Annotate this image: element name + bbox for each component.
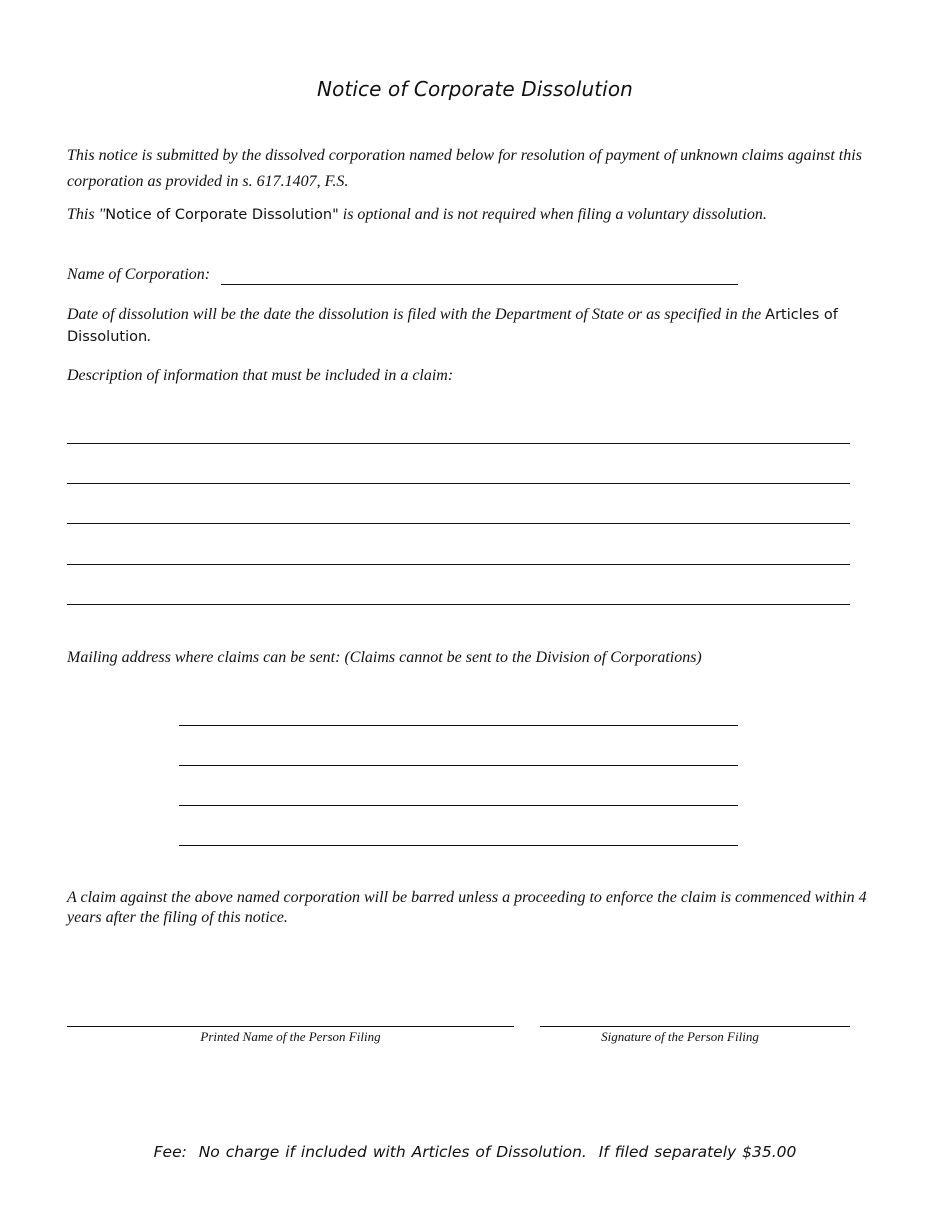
- mailing-address-line[interactable]: [179, 725, 738, 726]
- claim-description-line[interactable]: [67, 604, 850, 605]
- mailing-address-line[interactable]: [179, 845, 738, 846]
- claim-description-line[interactable]: [67, 564, 850, 565]
- document-title: Notice of Corporate Dissolution: [317, 77, 633, 101]
- mailing-address-line[interactable]: [179, 765, 738, 766]
- claim-description-label: Description of information that must be included in a claim:: [67, 367, 454, 384]
- mailing-address-line[interactable]: [179, 805, 738, 806]
- optional-note-prefix: This ": [67, 206, 106, 223]
- articles-of-dissolution-name: Articles of Dissolution: [67, 307, 838, 345]
- signature-caption: Signature of the Person Filing: [601, 1029, 759, 1044]
- dissolution-date-note: [67, 304, 867, 348]
- printed-name-caption: Printed Name of the Person Filing: [200, 1029, 381, 1044]
- optional-note: [67, 204, 887, 226]
- printed-name-field[interactable]: [67, 1026, 514, 1027]
- claim-description-line[interactable]: [67, 443, 850, 444]
- name-of-corporation-label: Name of Corporation:: [67, 266, 211, 283]
- optional-note-form-name: Notice of Corporate Dissolution": [105, 207, 339, 223]
- optional-note-suffix: is optional and is not required when filing a voluntary dissolution.: [338, 206, 767, 223]
- dissolution-date-end: .: [147, 328, 152, 345]
- signature-field[interactable]: [540, 1026, 850, 1027]
- dissolution-date-text: Date of dissolution will be the date the dissolution is filed with the Department of State or as specified in the: [67, 306, 766, 323]
- barred-claim-notice: A claim against the above named corporation will be barred unless a proceeding to enforce the claim is commenced within 4 years after the filing of this notice.: [67, 889, 867, 926]
- fee-line: Fee: No charge if included with Articles of Dissolution. If filed separately $35.00: [153, 1143, 797, 1161]
- claim-description-line[interactable]: [67, 523, 850, 524]
- claim-description-line[interactable]: [67, 483, 850, 484]
- intro-paragraph: This notice is submitted by the dissolved corporation named below for resolution of payment of unknown claims against this corporation as provided in s. 617.1407, F.S.: [67, 147, 862, 190]
- name-of-corporation-field[interactable]: [221, 284, 738, 285]
- mailing-address-label: Mailing address where claims can be sent: (Claims cannot be sent to the Division of Corporations): [67, 649, 702, 666]
